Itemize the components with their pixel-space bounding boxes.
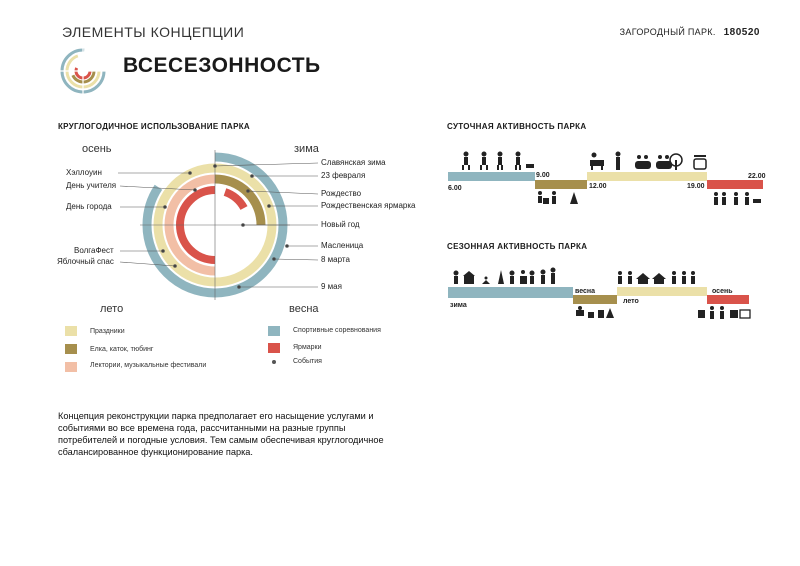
- time-label: 19.00: [687, 183, 705, 190]
- legend-swatch-sport: [268, 326, 280, 336]
- time-label: 9.00: [536, 172, 550, 179]
- time-label: 12.00: [589, 183, 607, 190]
- event-label: Славянская зима: [321, 158, 386, 167]
- event-label: Рождественская ярмарка: [321, 201, 416, 210]
- event-label: Хэллоуин: [66, 168, 102, 177]
- legend-swatch-rink: [65, 344, 77, 354]
- season-bar-label: зима: [450, 302, 467, 309]
- legend-dot-events: [272, 360, 276, 364]
- description-text: Концепция реконструкции парка предполагает его насыщение услугами и событиями во все времена года, рассчитанными на разные группы потребителей и погодные условия. Тем самым обеспечивая круглогодичное сбалансированное функционирование парка.: [58, 411, 384, 457]
- project-name: ЗАГОРОДНЫЙ ПАРК.: [619, 27, 716, 37]
- legend-label: Спортивные соревнования: [293, 327, 381, 334]
- event-label: Рождество: [321, 189, 362, 198]
- legend-label: Праздники: [90, 328, 125, 335]
- event-label: Масленица: [321, 241, 364, 250]
- season-spring: весна: [289, 303, 319, 315]
- season-autumn: осень: [82, 143, 112, 155]
- season-winter: зима: [294, 143, 319, 155]
- legend-label: Ярмарки: [293, 344, 322, 351]
- daily-timeline: [440, 140, 780, 220]
- legend-label: Лектории, музыкальные фестивали: [90, 362, 207, 369]
- season-bar-label: осень: [712, 288, 733, 295]
- year-round-title: КРУГЛОГОДИЧНОЕ ИСПОЛЬЗОВАНИЕ ПАРКА: [58, 122, 250, 131]
- page-title: ВСЕСЕЗОННОСТЬ: [123, 54, 321, 77]
- event-label: 8 марта: [321, 255, 350, 264]
- legend-swatch-holidays: [65, 326, 77, 336]
- legend-swatch-fairs: [268, 343, 280, 353]
- time-label: 22.00: [748, 173, 766, 180]
- season-bar-label: лето: [623, 298, 639, 305]
- season-summer: лето: [100, 303, 124, 315]
- event-label: 23 февраля: [321, 171, 366, 180]
- daily-title: СУТОЧНАЯ АКТИВНОСТЬ ПАРКА: [447, 122, 587, 131]
- time-label: 6.00: [448, 185, 462, 192]
- legend-label: События: [293, 358, 322, 365]
- seasonal-title: СЕЗОННАЯ АКТИВНОСТЬ ПАРКА: [447, 242, 588, 251]
- event-label: ВолгаФест: [74, 246, 114, 255]
- season-bar-label: весна: [575, 288, 596, 295]
- event-label: День города: [66, 202, 112, 211]
- event-label: 9 мая: [321, 282, 342, 291]
- event-label: Яблочный спас: [57, 257, 114, 266]
- event-label: День учителя: [66, 181, 117, 190]
- legend-label: Елка, каток, тюбинг: [90, 346, 154, 353]
- section-title: ЭЛЕМЕНТЫ КОНЦЕПЦИИ: [62, 24, 245, 40]
- event-label: Новый год: [321, 220, 360, 229]
- project-code: 180520: [723, 27, 760, 38]
- seasonal-timeline: [440, 260, 780, 330]
- legend-swatch-lectures: [65, 362, 77, 372]
